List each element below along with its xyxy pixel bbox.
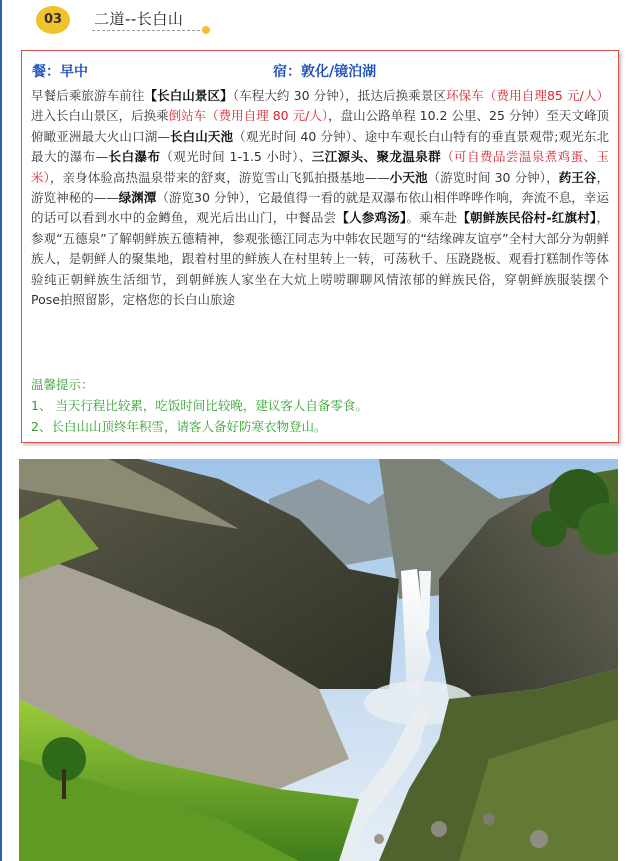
changbai-waterfall-photo [19,459,618,861]
stay-info: 宿：敦化/镜泊湖 [273,64,377,80]
description-run: （游览30 分钟），它最值得一看的就是双瀑布依山相伴哗哗作响，奔流不息，幸运的话可以看到水中的金鳟鱼，观光后出山门，中餐品尝 [31,190,609,226]
description-run: ，盘山公路单程 10.2 公里、25 分钟）至天文峰顶俯瞰亚洲最大火山口湖— [31,108,609,144]
description-run: （游览时间 30 分钟）， [427,169,559,185]
description-run: ，参观“五德泉”了解朝鲜族五德精神，参观张德江同志为中韩农民题写的“结缘碑友谊亭”全村大部分为朝鲜族人，是朝鲜人的聚集地，跟着村里的鲜族人在村里转上一转，可荡秋千、压跷跷板、观看打糕制作等体验纯正朝鲜族生活细节，到朝鲜族人家坐在大炕上唠唠聊聊风情浓郁的鲜族民俗，穿朝鲜族服装摆个Pose拍照留影，定格您的长白山旅途 [31,210,609,308]
description-run: 。乘车赴 [406,210,458,226]
itinerary-description [31,86,609,310]
day-header [36,4,236,36]
tip-item-1: 1、 当天行程比较累，吃饭时间比较晚，建议客人自备零食。 [31,398,368,413]
description-run: （观光时间 1-1.5 小时）、 [160,149,312,165]
title-underline [92,30,210,31]
description-run: 环保车（费用自理85 元/人） [446,88,609,103]
title-dot [202,26,210,34]
description-run: 绿渊潭 [118,190,157,206]
description-run: （观光时间 40 分钟）、途中车观长白山特有的垂直景观带;观光东北最大的瀑布— [31,128,609,165]
day-number-badge: 03 [36,6,70,34]
tips-title: 温馨提示： [31,377,94,392]
description-run: 进入长白山景区，后换乘 [31,108,169,124]
description-run: 三江源头、聚龙温泉群 [311,149,442,165]
description-run: 【长白山景区】 [144,88,233,103]
description-run: 早餐后乘旅游车前往 [31,88,145,103]
description-run: （车程大约 30 分钟），抵达后换乘景区 [232,88,447,103]
description-run: ，游览神秘的—— [31,169,609,206]
meals-info: 餐：早中 [32,64,88,80]
description-run: 倒站车（费用自理 80 元/人） [168,108,329,124]
description-run: 长白瀑布 [108,149,161,165]
day-title: 二道--长白山 [94,10,184,28]
tip-item-2: 2、长白山山顶终年积雪，请客人备好防寒衣物登山。 [31,419,327,434]
tips-section [31,374,609,437]
itinerary-card [21,50,619,443]
description-run: （可自费品尝温泉煮鸡蛋、玉米） [31,149,609,185]
description-run: 小天池 [389,169,428,185]
description-run: 【朝鲜族民俗村-红旗村】 [457,210,597,226]
description-run: 【人参鸡汤】 [336,210,407,226]
description-run: 药王谷 [558,169,597,185]
description-run: 长白山天池 [169,128,234,144]
landscape-illustration [19,459,618,861]
description-run: ，亲身体验高热温泉带来的舒爽，游览雪山飞狐拍摄基地—— [49,169,390,185]
left-rule [0,0,2,861]
